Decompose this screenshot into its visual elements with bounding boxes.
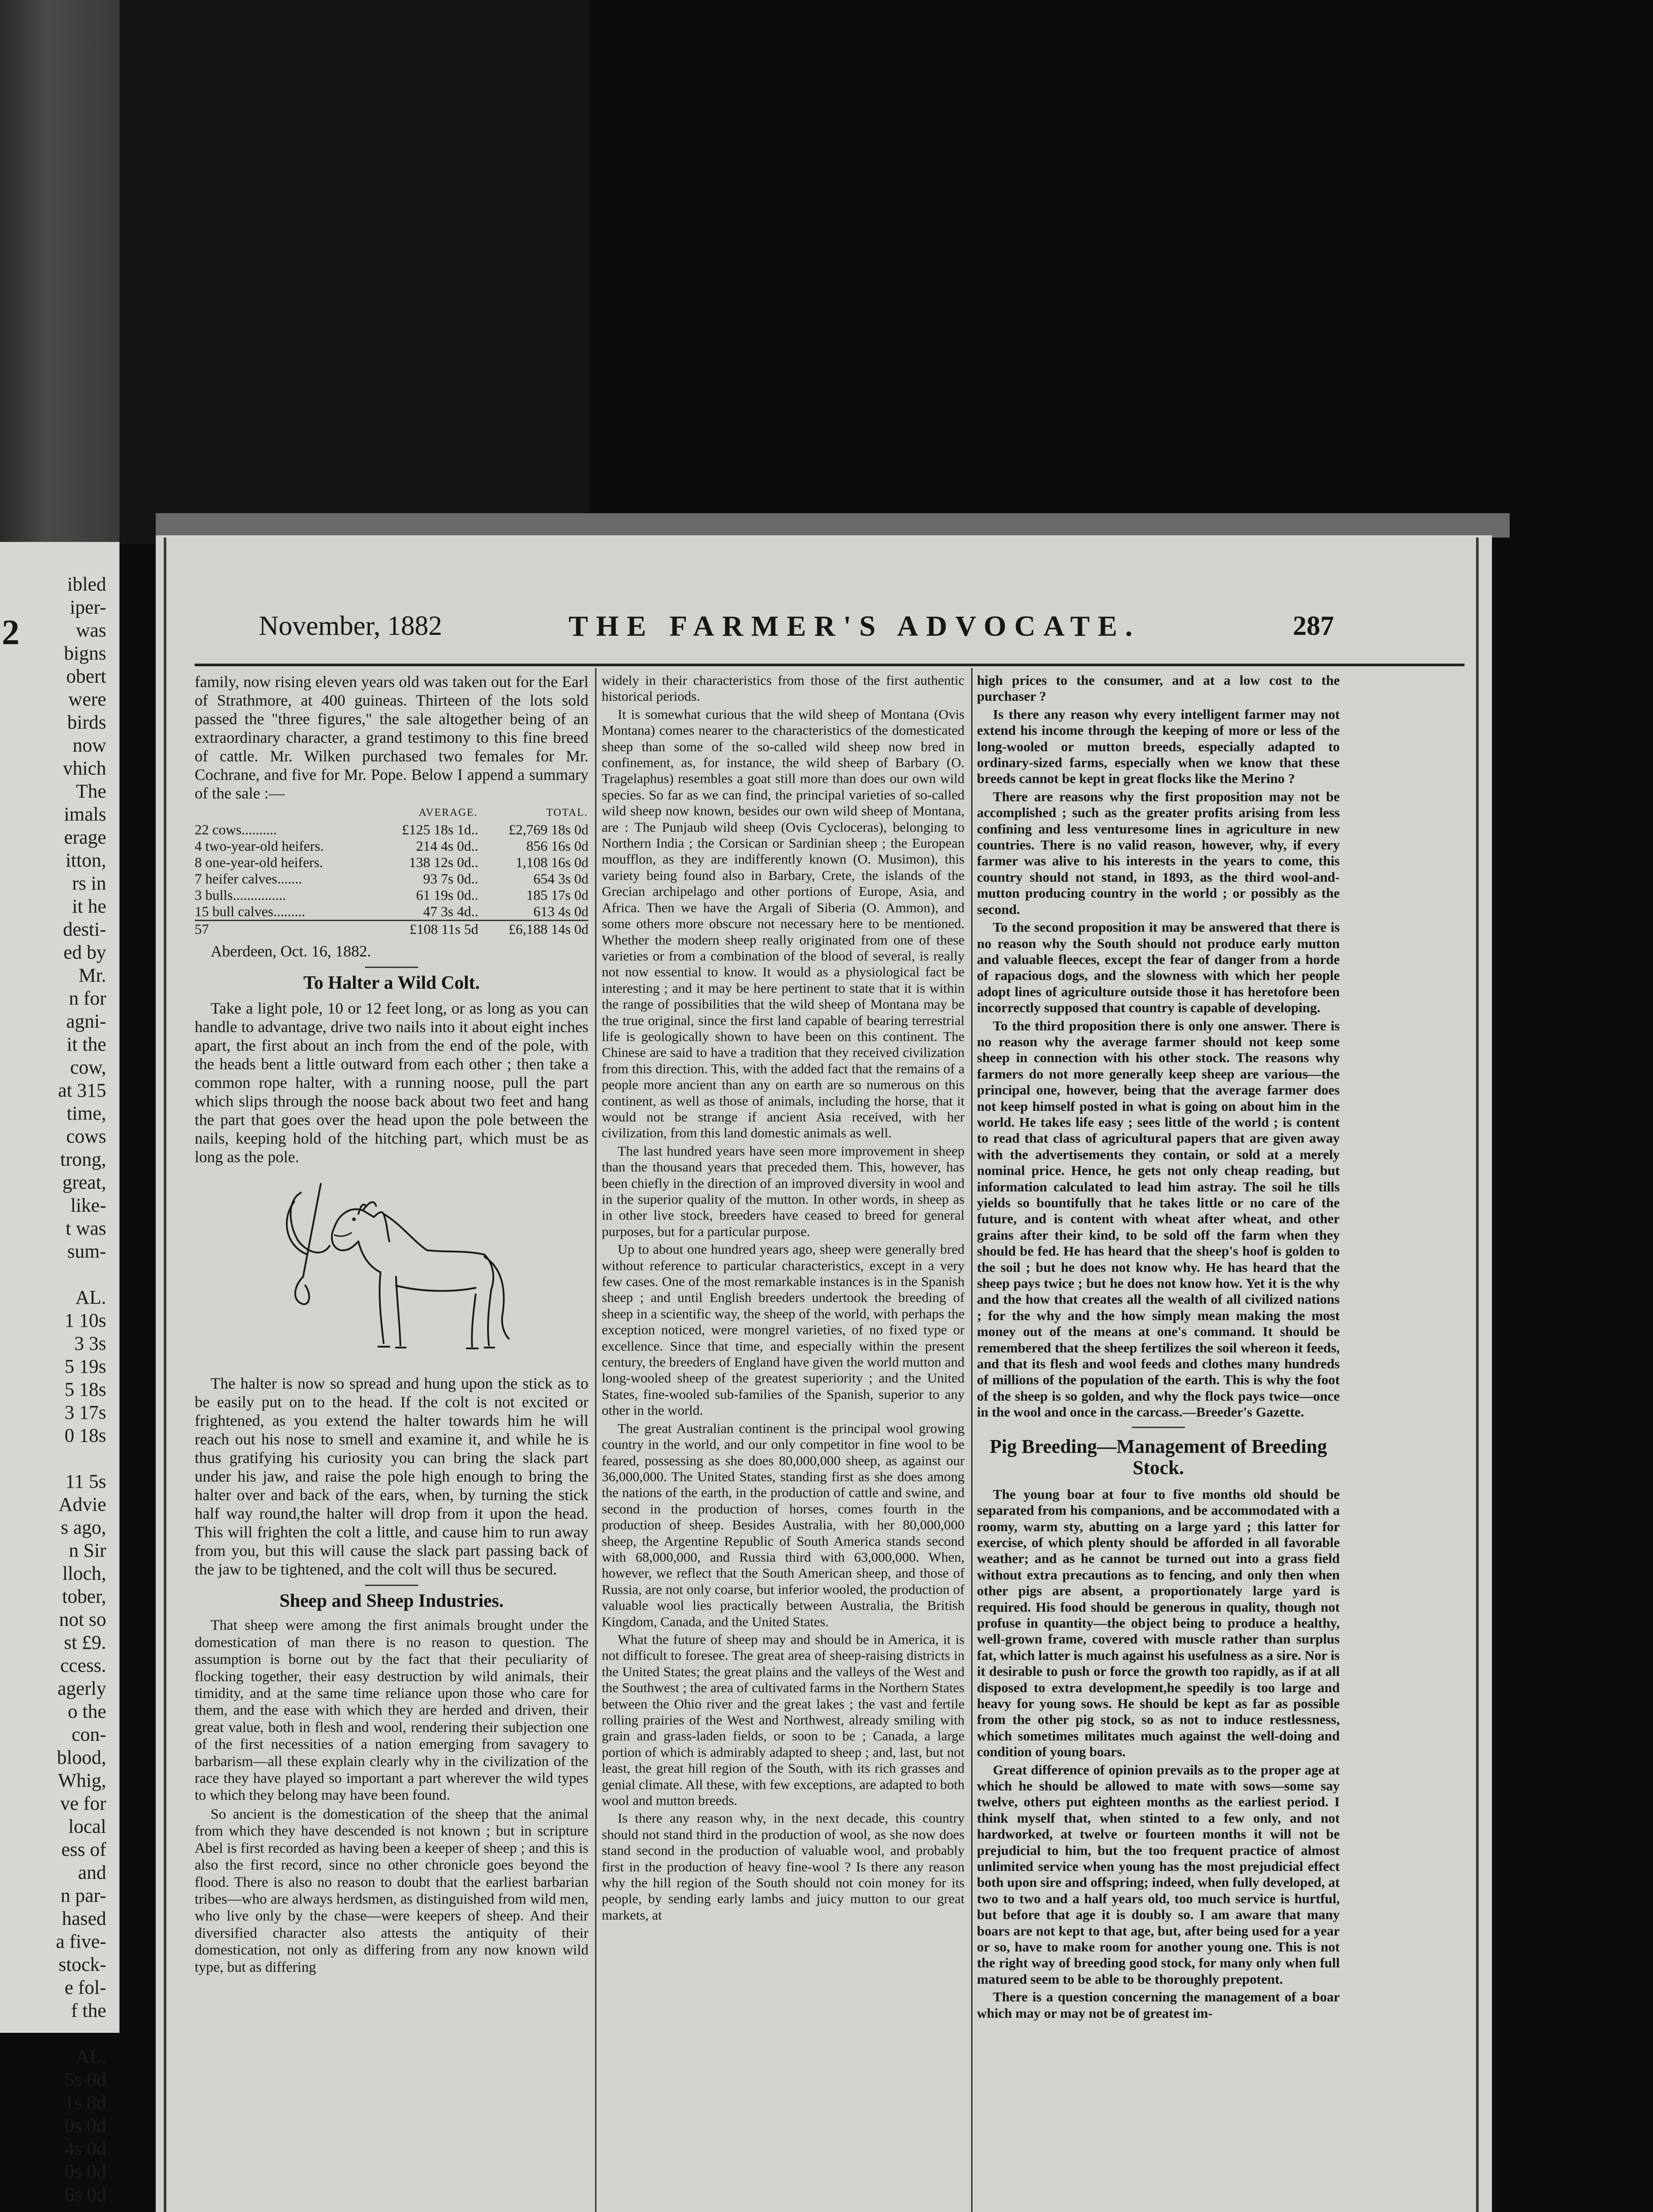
left-page-line: rs in <box>72 872 106 894</box>
table-cell: 7 heifer calves....... <box>195 871 302 887</box>
table-cell: 3 bulls............... <box>195 887 286 903</box>
left-page-line: ibled <box>67 573 106 595</box>
column-divider <box>595 668 596 2212</box>
left-page-line: s ago, <box>61 1517 106 1538</box>
page-top-edge <box>156 513 1510 538</box>
left-page-line: 1 10s <box>64 1310 106 1331</box>
table-cell: 654 3s 0d <box>533 871 588 887</box>
left-page-line: bigns <box>64 642 106 664</box>
article-paragraph: What the future of sheep may and should be in America, it is not difficult to foresee. The great area of sheep-raising districts in the United States; the great plains and the valleys of the West and the Southwest ; the area of cultivated farms in the Northern States between the Ohio river and the great lakes ; the vast and fertile rolling prairies of the West and Northwest, already smiling with grain and grass-laden fields, or soon to be ; Canada, a large portion of which is admirably adapted to sheep ; and, last, but not least, the great hill region of the South, with its rich grasses and genial climate. All these, with few exceptions, are adapted to both wool and mutton breeds. <box>602 1631 965 1809</box>
left-page-line: AL. <box>75 1286 106 1308</box>
article-paragraph: That sheep were among the first animals brought under the domestication of man there is no reason to question. The assumption is borne out by the fact that their peculiarity of flocking together, their easy destruction by wild animals, their timidity, and at the same time reliance upon those who care for them, and the ease with which they are herded and driven, their great value, both in flesh and wool, rendering their subjection one of the first necessities of a nation emerging from savagery to barbarism—all these explain clearly why in the civilization of the race they have played so important a part wherever the wild types to which they belong may have been found. <box>195 1617 588 1804</box>
table-cell: 856 16s 0d <box>526 838 588 854</box>
article-paragraph: Great difference of opinion prevails as to the proper age at which he should be allowed to mate with sows—some say twelve, others put eighteen months as the earliest period. I think myself that, when stinted to a few only, and not hardworked, at twelve or fourteen months it will not be prejudicial to him, but the too frequent practice of almost unlimited service when young has the most prejudicial effect both upon sire and offspring; indeed, when fully developed, at two to two and a half years old, too much service is hurtful, but before that age it is doubly so. I am aware that many boars are not kept to that age, but, after being used for a year or so, have to make room for another young one. This is not the right way of breeding good stock, for many only when full matured seem to be able to be thoroughly prepotent. <box>977 1762 1340 1987</box>
left-page-line: tober, <box>62 1586 106 1607</box>
table-row <box>195 854 588 871</box>
left-page-line: cows <box>66 1125 106 1147</box>
left-page-line: imals <box>64 803 106 825</box>
left-page-line: obert <box>66 665 106 687</box>
left-page-line: 3 3s <box>74 1333 106 1354</box>
table-cell: 185 17s 0d <box>526 887 588 903</box>
left-page-line: agni- <box>66 1010 106 1032</box>
left-page-line: ess of <box>61 1839 106 1860</box>
table-row <box>195 822 588 838</box>
section-rule <box>1132 1427 1185 1428</box>
left-page-line: ed by <box>63 941 106 963</box>
table-cell: 4 two-year-old heifers. <box>195 838 324 854</box>
left-page-line: 1s 8d <box>64 2092 106 2113</box>
table-header <box>195 804 373 822</box>
left-page-line: 6s 0d <box>64 2184 106 2205</box>
left-page-line: stock- <box>58 1954 106 1975</box>
left-page-line: it the <box>66 1033 106 1055</box>
table-cell: 613 4s 0d <box>533 903 588 919</box>
article-paragraph: Up to about one hundred years ago, sheep were generally bred without reference to particular characteristics, except in a very few cases. One of the most remarkable instances is in the Spanish sheep ; and until English breeders undertook the breeding of sheep in a scientific way, the sheep of the world, with perhaps the exception noticed, were mongrel varieties, of no fixed type or excellence. Since that time, and especially within the present century, the breeders of England have given the world mutton and long-wooled sheep of the greatest superiority ; and the United States, fine-wooled sub-families of the Spanish, superior to any other in the world. <box>602 1241 965 1418</box>
left-page-number: 2 <box>2 613 19 652</box>
horse-illustration <box>268 1175 515 1361</box>
sale-summary-table <box>195 804 588 937</box>
left-page-line: st £9. <box>64 1632 106 1653</box>
sheep-article-body <box>195 1617 588 1976</box>
left-page-line: 5 18s <box>64 1379 106 1400</box>
column-2 <box>602 672 965 1925</box>
left-page-line: n for <box>69 987 106 1009</box>
left-page-line: and <box>78 1862 106 1883</box>
left-page-fragment <box>0 542 119 2205</box>
left-page-line: ccess. <box>60 1655 106 1676</box>
article-paragraph: Is there any reason why, in the next decade, this country should not stand third in the production of wool, as she now does stand second in the production of valuable wool, and probably first in the production of heavy fine-wool ? Is there any reason why the hill region of the South should not coin money for its people, by sending early lambs and juicy mutton to our great markets, at <box>602 1810 965 1923</box>
left-page-line: were <box>68 688 106 710</box>
left-page-line: con- <box>71 1724 106 1745</box>
left-page-line: vhich <box>63 757 106 779</box>
left-page-line: now <box>73 734 106 756</box>
table-header: TOTAL. <box>546 807 588 818</box>
masthead-title: THE FARMER'S ADVOCATE. <box>569 610 1141 642</box>
left-page-line: AL. <box>75 2046 106 2067</box>
left-page-line: Whig, <box>58 1770 106 1791</box>
table-cell: 57 <box>195 921 209 937</box>
article-paragraph: widely in their characteristics from those of the first authentic historical periods. <box>602 672 965 704</box>
table-row <box>195 838 588 854</box>
column-1 <box>195 672 588 1978</box>
article-paragraph: The last hundred years have seen more improvement in sheep than the thousand years that preceded them. This, however, has been chiefly in the direction of an improved diversity in wool and in the superior quality of the mutton. In other words, in sheep as in other live stock, breeders have ceased to breed for general purposes, but for a particular purpose. <box>602 1143 965 1239</box>
section-rule <box>365 967 418 968</box>
left-page-line: n par- <box>61 1885 106 1906</box>
left-page-line: e fol- <box>64 1977 106 1998</box>
page-fold-shadow <box>0 0 119 542</box>
header-date: November, 1882 <box>259 611 442 641</box>
left-page-line: 5s 0d <box>64 2069 106 2090</box>
left-page-line: was <box>76 619 106 641</box>
article-paragraph: There is a question concerning the management of a boar which may or may not be of greatest im- <box>977 1989 1340 2021</box>
table-cell: £108 11s 5d <box>409 921 478 937</box>
left-page-line: great, <box>62 1171 106 1193</box>
column-divider <box>971 668 973 2212</box>
left-page-line: 0 18s <box>64 1425 106 1446</box>
table-cell: 138 12s 0d.. <box>409 854 478 870</box>
article-heading: Pig Breeding—Management of Breeding Stock. <box>989 1435 1327 1479</box>
table-cell: 47 3s 4d.. <box>423 903 478 919</box>
left-page-line: like- <box>70 1194 106 1216</box>
left-page-line: a five- <box>56 1931 106 1952</box>
article-paragraph: It is somewhat curious that the wild sheep of Montana (Ovis Montana) comes nearer to the characteristics of the domesticated sheep than some of the so-called wild sheep now bred in confinement, as, for instance, the wild sheep of Barbary (O. Tragelaphus) resembles a goat still more than does our own wild species. So far as we can find, the principal varieties of so-called wild sheep now known, besides our own wild sheep of Montana, are : The Punjaub wild sheep (Ovis Cycloceras), belonging to Northern India ; the Corsican or Sardinian sheep ; the European moufflon, as they are indifferently known (O. Musimon), this variety being found also in Barbary, Crete, the islands of the Grecian archipelago and other portions of Europe, Asia, and Africa. Then we have the Argali of Siberia (O. Ammon), and some others more obscure not necessary here to be mentioned. Whether the modern sheep really originated from one of these varieties or from a combination of the blood of several, is really not now essential to know. It would as a physiological fact be interesting ; and it may be here pertinent to state that it is within the range of possibilities that the wild sheep of Montana may be the true original, since the first land capable of bearing terrestrial life is geologically shown to have been on this continent. The Chinese are said to have a tradition that they received civilization from this direction. This, with the added fact that the remains of a people more ancient than any on earth are so numerous on this continent, as well as those of animals, including the horse, that it would not be strange if ancient Asia received, with her civilization, from this land domestic animals as well. <box>602 706 965 1141</box>
left-page-line: The <box>76 780 106 802</box>
table-cell: £6,188 14s 0d <box>508 921 588 937</box>
table-header: AVERAGE. <box>419 807 478 818</box>
article-paragraph: The great Australian continent is the principal wool growing country in the world, and our only competitor in fine wool to be feared, possessing as she does 80,000,000 sheep, as against our 36,000,000. The United States, standing first as she does among the nations of the earth, in the production of cattle and swine, and second in the production of horses, comes fourth in the production of sheep. Besides Australia, with her 80,000,000 sheep, the Argentine Republic of South America stands second with 68,000,000, and Russia third with 63,000,000. When, however, we reflect that the South American sheep, and those of Russia, are not only coarse, but inferior wooled, the production of valuable wool lies practically between Australia, the British Kingdom, Canada, and the United States. <box>602 1420 965 1629</box>
article-paragraph: To the second proposition it may be answered that there is no reason why the South should not produce early mutton and valuable fleeces, except the fear of danger from a horde of rapacious dogs, and the slowness with which her people adopt lines of agriculture outside those it has heretofore been incorrectly supposed that country is capable of developing. <box>977 919 1340 1016</box>
left-page-line: iper- <box>69 596 106 618</box>
article-paragraph: family, now rising eleven years old was taken out for the Earl of Strathmore, at 400 guineas. Thirteen of the lots sold passed the "three figures," the sale altogether being of an extraordinary character, a grand testimony to this fine breed of cattle. Mr. Wilken purchased two females for Mr. Cochrane, and five for Mr. Pope. Below I append a summary of the sale :— <box>195 673 588 802</box>
left-page-line: local <box>68 1816 106 1837</box>
left-page-line: agerly <box>58 1678 106 1699</box>
left-page-line: 0s 0d <box>64 2115 106 2136</box>
table-cell: 93 7s 0d.. <box>423 871 478 887</box>
left-page-line: Advie <box>58 1494 106 1515</box>
table-row <box>195 887 588 903</box>
table-row <box>195 871 588 887</box>
left-page-line: Mr. <box>78 964 106 986</box>
article-heading: To Halter a Wild Colt. <box>303 973 480 993</box>
section-rule <box>365 1585 418 1586</box>
article-heading: Sheep and Sheep Industries. <box>279 1591 504 1612</box>
left-page-line: 0s 0d <box>64 2161 106 2182</box>
left-page-line: o the <box>68 1701 106 1722</box>
left-page-line: itton, <box>65 849 106 871</box>
table-cell: 61 19s 0d.. <box>416 887 478 903</box>
table-row <box>195 903 588 921</box>
table-body <box>195 822 588 921</box>
left-page-line: cow, <box>70 1056 106 1078</box>
article-paragraph: Take a light pole, 10 or 12 feet long, or as long as you can handle to advantage, drive two nails into it about eight inches apart, the first about an inch from the end of the pole, with the heads bent a little outward from each other ; then take a common rope halter, with a running noose, pull the part which slips through the noose back about two feet and hang the part that goes over the head upon the pole between the nails, keeping hold of the hitching part, which must be as long as the pole. <box>195 999 588 1166</box>
article-paragraph: The young boar at four to five months old should be separated from his companions, and be accommodated with a roomy, warm sty, abutting on a large yard ; this latter for exercise, of which plenty should be afforded in all favorable weather; and as he cannot be turned out into a grass field without extra precautions as to fencing, and only then when other pigs are absent, a proportionately large yard is required. His food should be generous in quality, though not profuse in quantity—the object being to produce a healthy, well-grown frame, covered with muscle rather than surplus fat, which latter is much against his usefulness as a sire. Nor is it desirable to push or force the growth too rapidly, as if at all disposed to extra development,he speedily is too large and heavy for young sows. He should be kept as far as possible from the other pig stock, so as not to induce restlessness, which sometimes militates much against the well-doing and condition of young boars. <box>977 1486 1340 1760</box>
left-page-line: n Sir <box>69 1540 106 1561</box>
scanner-background <box>119 0 588 544</box>
left-page-line: it he <box>72 895 106 917</box>
left-page-line: 4s 0d <box>64 2138 106 2159</box>
left-page-line: trong, <box>60 1148 106 1170</box>
header-rule <box>195 664 1465 666</box>
left-page-line: time, <box>66 1102 106 1124</box>
table-header-row <box>195 804 588 822</box>
page-header <box>259 611 1334 650</box>
left-page-line: t was <box>65 1217 106 1239</box>
article-paragraph: high prices to the consumer, and at a low cost to the purchaser ? <box>977 672 1340 704</box>
left-page-line: 5 19s <box>64 1356 106 1377</box>
left-page-line: not so <box>59 1609 106 1630</box>
left-page-line: blood, <box>57 1747 106 1768</box>
table-cell: 1,108 16s 0d <box>515 854 588 870</box>
table-cell: 15 bull calves......... <box>195 903 305 919</box>
left-page-line: hased <box>62 1908 106 1929</box>
left-page-line: erage <box>64 826 106 848</box>
column-3 <box>977 672 1340 2023</box>
left-page-line: sum- <box>67 1240 106 1262</box>
left-page-line: ve for <box>60 1793 106 1814</box>
table-cell: £125 18s 1d.. <box>402 822 478 837</box>
left-page-line: lloch, <box>62 1563 106 1584</box>
article-paragraph: So ancient is the domestication of the sheep that the animal from which they have descended is not known ; but in scripture Abel is first recorded as having been a keeper of sheep ; and this is also the first record, since no other chronicle goes beyond the flood. There is also no reason to doubt that the earliest barbarian tribes—who are always herdsmen, as distinguished from wild men, who live only by the chase—were keepers of sheep. And their diversified character also attests the antiquity of their domestication, not only as differing from any now known wild type, but as differing <box>195 1806 588 1975</box>
signoff: Aberdeen, Oct. 16, 1882. <box>211 942 371 960</box>
table-cell: £2,769 18s 0d <box>508 822 588 837</box>
left-page-line: 11 5s <box>65 1471 106 1492</box>
table-total-row <box>195 921 588 938</box>
table-cell: 8 one-year-old heifers. <box>195 854 323 870</box>
left-page-line: desti- <box>63 918 106 940</box>
article-paragraph: To the third proposition there is only one answer. There is no reason why the average farmer should not keep some sheep in connection with his other stock. The reasons why farmers do not more generally keep sheep are various—the principal one, however, being that the average farmer does not keep himself posted in what is going on about him in the world. He takes life easy ; sees little of the world ; is content to read that class of agricultural papers that are given away with the advertisements they contain, or sold at a merely nominal price. Hence, he gets not only cheap reading, but information calculated to lead him astray. The soil he tills yields so bountifully that he takes little or no care of the future, and is content with wheat after wheat, and other grains after their kind, to be sold off the farm when they should be fed. He has heard that the sheep's hoof is golden to the soil ; but he does not know why. He has heard that the sheep pays twice ; but he does not know how. Yet it is the why and the how that creates all the wealth of all civilized nations ; for the why and the how simply mean making the most money out of the means at one's command. It should be remembered that the sheep fertilizes the soil whereon it feeds, and that its flesh and wool feeds and clothes many hundreds of millions of the population of the earth. This is why the foot of the sheep is so golden, and why the flock pays twice—once in the wool and once in the carcass.—Breeder's Gazette. <box>977 1018 1340 1420</box>
table-cell: 214 4s 0d.. <box>416 838 478 854</box>
left-page-line: at 315 <box>58 1079 106 1101</box>
table-cell: 22 cows.......... <box>195 822 277 837</box>
left-page-line: f the <box>71 2000 106 2021</box>
page-number: 287 <box>1293 611 1334 641</box>
article-paragraph: The halter is now so spread and hung upon the stick as to be easily put on to the head. If the colt is not excited or frightened, as you extend the halter towards him he will reach out his nose to smell and examine it, and while he is thus gratifying his curiosity you can bring the slack part under his jaw, and raise the pole high enough to bring the halter over and back of the ears, when, by turning the stick half way round,the halter will drop from it upon the head. This will frighten the colt a little, and cause him to run away from you, but this will cause the slack part passing back of the jaw to be tightened, and the colt will thus be secured. <box>195 1375 588 1578</box>
left-page-line: 3 17s <box>64 1402 106 1423</box>
left-page-line: birds <box>67 711 106 733</box>
article-paragraph: Is there any reason why every intelligent farmer may not extend his income through the keeping of more or less of the long-wooled or mutton breeds, especially adapted to ordinary-sized farms, especially when we know that these breeds cannot be kept in great flocks like the Merino ? <box>977 706 1340 787</box>
article-paragraph: There are reasons why the first proposition may not be accomplished ; such as the greater profits arising from less confining and less venturesome lines in agriculture in new countries. There is no valid reason, however, why, if every farmer was alive to his interests in the years to come, this country should not stand, in 1893, as the third wool-and-mutton producing country in the world ; or possibly as the second. <box>977 788 1340 917</box>
